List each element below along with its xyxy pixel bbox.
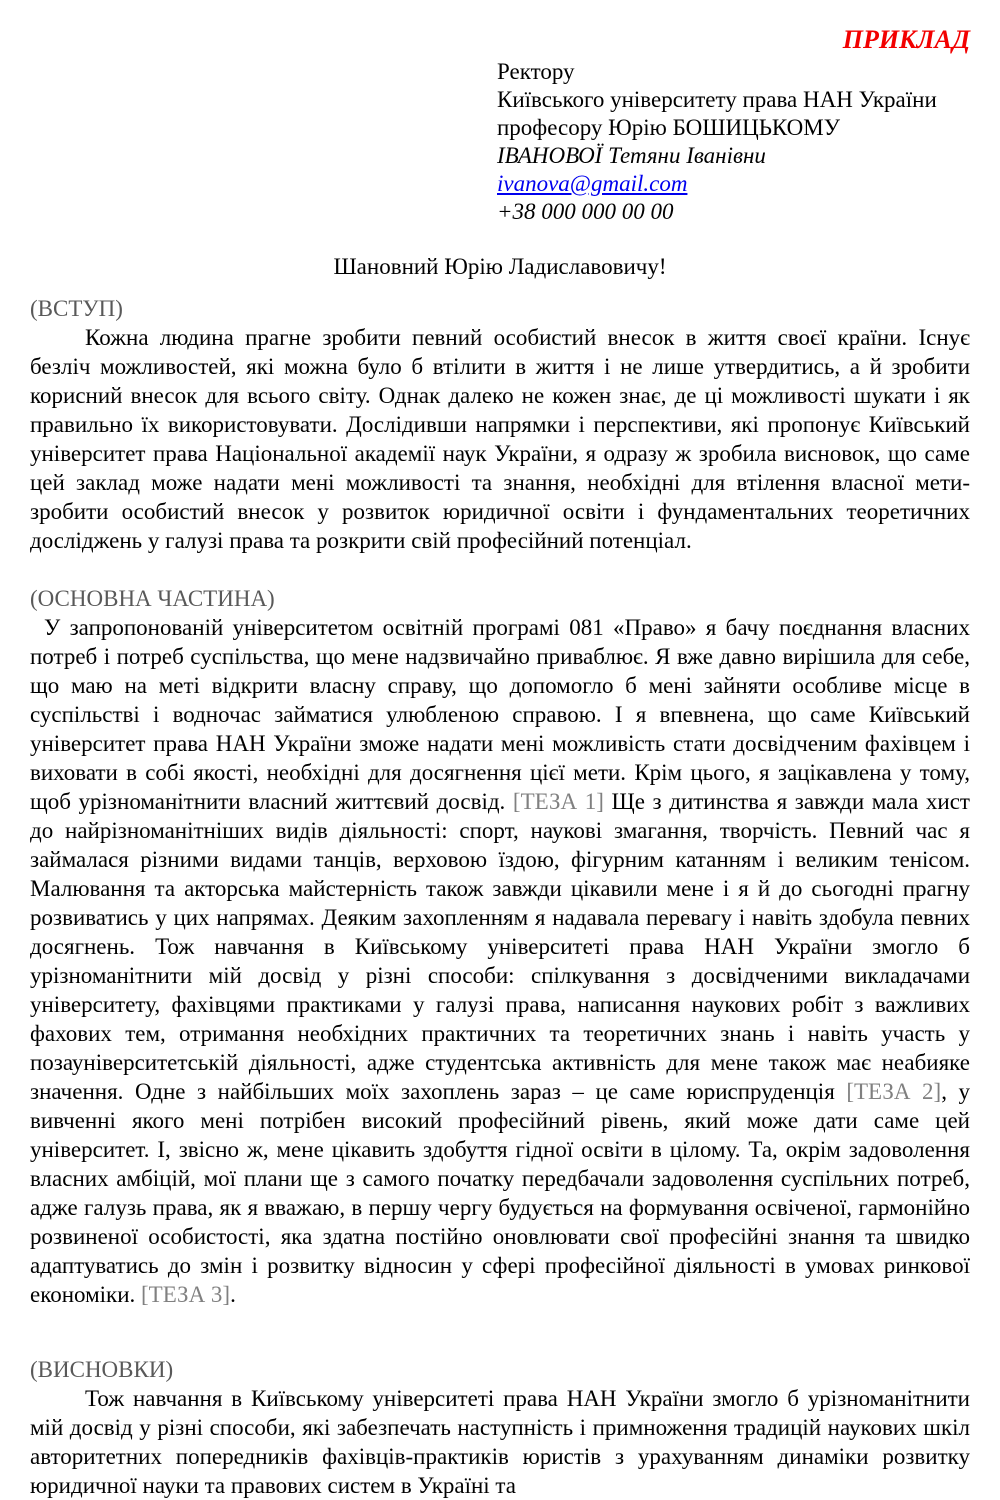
main-text-segment-3: , у вивченні якого мені потрібен високий професійний рівень, який може дати саме цей університет. І, звісно ж, мене цікавить здобуття гідної освіти в цілому. Та, окрім задоволення власних амбіцій, мої плани ще з самого початку передбачали задоволення суспільних потреб, адже галузь права, як я вважаю, в першу чергу будується на формування освіченої, гармонійно розвиненої особистості, яка здатна постійно оновлювати свої професійні знання та швидко адаптуватись до змін і розвитку відносин у сфері професійної діяльності в умовах ринкової економіки. [30, 1079, 970, 1307]
section-heading-conclusions: (ВИСНОВКИ) [30, 1357, 174, 1382]
main-paragraph [30, 613, 970, 1309]
recipient-title-line: Ректору [497, 59, 575, 84]
example-watermark: ПРИКЛАД [842, 25, 970, 54]
address-block [497, 58, 970, 226]
recipient-professor-line: професору Юрію БОШИЦЬКОМУ [497, 115, 841, 140]
sender-name-line: ІВАНОВОЇ Тетяни Іванівни [497, 143, 766, 168]
main-text-segment-4: . [230, 1282, 236, 1307]
sender-phone-line: +38 000 000 00 00 [497, 199, 674, 224]
intro-paragraph: Кожна людина прагне зробити певний особистий внесок в життя своєї країни. Існує безліч можливостей, які можна було б втілити в життя і не лише утвердитись, а й зробити корисний внесок для всього світу. Однак далеко не кожен знає, де ці можливості шукати і як правильно їх використовувати. Дослідивши напрямки і перспективи, які пропонує Київський університет права Національної академії наук України, я одразу ж зробила висновок, що саме цей заклад може надати мені можливості та знання, необхідні для втілення власної мети-зробити особистий внесок у розвиток юридичної освіти і фундаментальних теоретичних досліджень у галузі права та розкрити свій професійний потенціал. [30, 325, 970, 553]
teza-3-marker: [ТЕЗА 3] [141, 1282, 231, 1307]
section-heading-main: (ОСНОВНА ЧАСТИНА) [30, 586, 275, 611]
section-heading-intro: (ВСТУП) [30, 296, 123, 321]
sender-email-line [497, 170, 970, 198]
recipient-university-line: Київського університету права НАН України [497, 87, 937, 112]
main-text-segment-2: Ще з дитинства я завжди мала хист до найрізноманітніших видів діяльності: спорт, наукові змагання, творчість. Певний час я займалася різними видами танців, верховою їздою, фігурним катанням і великим тенісом. Малювання та акторська майстерність також завжди цікавили мене і я й до сьогодні прагну розвиватись у цих напрямах. Деяким захопленням я надавала перевагу і навіть здобула певних досягнень. Тож навчання в Київському університеті права НАН України змогло б урізноманітнити мій досвід у різні способи: спілкування з досвідченими викладачами університету, фахівцями практиками у галузі права, написання наукових робіт з важливих фахових тем, отримання необхідних практичних та теоретичних знань і навіть участь у позауніверситетській діяльності, адже студентська активність для мене також має неабияке значення. Одне з найбільших моїх захоплень зараз – це саме юриспруденція [30, 789, 970, 1104]
teza-1-marker: [ТЕЗА 1] [512, 789, 604, 814]
salutation: Шановний Юрію Ладиславовичу! [333, 254, 667, 279]
main-text-segment-1: У запропонованій університетом освітній програмі 081 «Право» я бачу поєднання власних потреб і потреб суспільства, що мене надзвичайно приваблює. Я вже давно вирішила для себе, що маю на меті відкрити власну справу, що допомогло б мені зайняти особливе місце в суспільстві і водночас займатися улюбленою справою. І я впевнена, що саме Київський університет права НАН України зможе надати мені можливість стати досвідченим фахівцем і виховати в собі якості, необхідні для досягнення цієї мети. Крім цього, я зацікавлена у тому, щоб урізноманітнити власний життєвий досвід. [30, 615, 970, 814]
sender-email-link[interactable]: ivanova@gmail.com [497, 171, 688, 196]
conclusions-paragraph: Тож навчання в Київському університеті права НАН України змогло б урізноманітнити мій досвід у різні способи, які забезпечать наступність і примноження традицій наукових шкіл авторитетних попередників фахівців-практиків юристів з урахуванням динаміки розвитку юридичної науки та правових систем в Україні та [30, 1386, 970, 1498]
teza-2-marker: [ТЕЗА 2] [846, 1079, 942, 1104]
